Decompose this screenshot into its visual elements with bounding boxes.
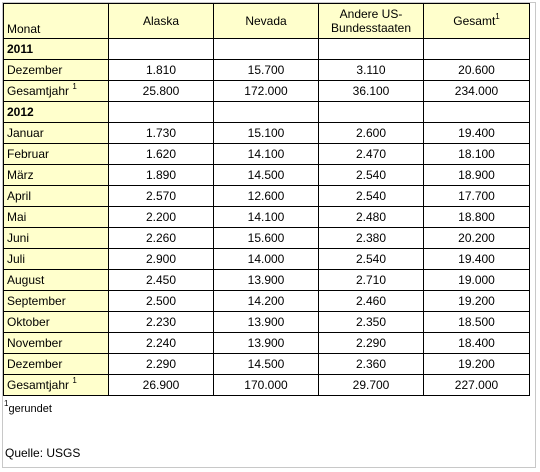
other-cell: 3.110: [319, 60, 424, 81]
other-cell: 2.360: [319, 354, 424, 375]
annual-total-row-2012: [4, 375, 530, 396]
header-alaska: Alaska: [109, 4, 214, 39]
year-row-2012: [4, 102, 530, 123]
alaska-cell: 26.900: [109, 375, 214, 396]
footnote-text: gerundet: [8, 403, 52, 415]
nevada-cell: 12.600: [214, 186, 319, 207]
empty-cell: [109, 102, 214, 123]
table-row: [4, 249, 530, 270]
other-cell: 36.100: [319, 81, 424, 102]
total-cell: 19.000: [424, 270, 530, 291]
other-cell: 2.540: [319, 186, 424, 207]
header-total: [424, 4, 530, 39]
table-row: [4, 270, 530, 291]
month-cell: August: [4, 270, 109, 291]
total-cell: 19.400: [424, 123, 530, 144]
nevada-cell: 13.900: [214, 270, 319, 291]
table-row: [4, 60, 530, 81]
alaska-cell: 25.800: [109, 81, 214, 102]
month-cell: Dezember: [4, 60, 109, 81]
total-cell: 19.400: [424, 249, 530, 270]
nevada-cell: 15.700: [214, 60, 319, 81]
header-other-line2: Bundesstaaten: [330, 21, 412, 35]
alaska-cell: 2.570: [109, 186, 214, 207]
table-row: [4, 186, 530, 207]
alaska-cell: 2.500: [109, 291, 214, 312]
alaska-cell: 2.290: [109, 354, 214, 375]
total-cell: 17.700: [424, 186, 530, 207]
other-cell: 2.600: [319, 123, 424, 144]
other-cell: 2.710: [319, 270, 424, 291]
alaska-cell: 2.900: [109, 249, 214, 270]
month-cell: März: [4, 165, 109, 186]
month-cell: Oktober: [4, 312, 109, 333]
other-cell: 2.540: [319, 165, 424, 186]
month-cell: November: [4, 333, 109, 354]
other-cell: 2.460: [319, 291, 424, 312]
empty-cell: [424, 102, 530, 123]
nevada-cell: 14.500: [214, 165, 319, 186]
header-other-line1: Andere US-: [339, 7, 403, 21]
year-label-2011: 2011: [4, 39, 109, 60]
nevada-cell: 172.000: [214, 81, 319, 102]
total-cell: 18.100: [424, 144, 530, 165]
total-cell: 20.200: [424, 228, 530, 249]
header-nevada: Nevada: [214, 4, 319, 39]
alaska-cell: 1.890: [109, 165, 214, 186]
total-cell: 227.000: [424, 375, 530, 396]
nevada-cell: 15.600: [214, 228, 319, 249]
alaska-cell: 2.200: [109, 207, 214, 228]
data-table: [3, 3, 530, 396]
header-total-label: Gesamt: [453, 14, 496, 28]
nevada-cell: 13.900: [214, 333, 319, 354]
month-cell: April: [4, 186, 109, 207]
header-other-states: [319, 4, 424, 39]
month-cell: Januar: [4, 123, 109, 144]
alaska-cell: 1.730: [109, 123, 214, 144]
nevada-cell: 14.100: [214, 207, 319, 228]
nevada-cell: 14.500: [214, 354, 319, 375]
annual-total-row-2011: [4, 81, 530, 102]
table-row: [4, 144, 530, 165]
table-row: [4, 165, 530, 186]
nevada-cell: 15.100: [214, 123, 319, 144]
alaska-cell: 2.260: [109, 228, 214, 249]
table-row: [4, 123, 530, 144]
alaska-cell: 1.620: [109, 144, 214, 165]
table-row: [4, 333, 530, 354]
other-cell: 29.700: [319, 375, 424, 396]
other-cell: 2.470: [319, 144, 424, 165]
empty-cell: [214, 102, 319, 123]
empty-cell: [214, 39, 319, 60]
table-row: [4, 291, 530, 312]
annual-footnote-mark: 1: [72, 82, 77, 91]
header-total-footnote-mark: 1: [495, 12, 500, 21]
footnote-mark: 1: [4, 399, 9, 409]
annual-label: Gesamtjahr: [7, 84, 70, 98]
year-row-2011: [4, 39, 530, 60]
annual-label-cell: [4, 81, 109, 102]
total-cell: 18.500: [424, 312, 530, 333]
nevada-cell: 14.100: [214, 144, 319, 165]
other-cell: 2.380: [319, 228, 424, 249]
annual-label: Gesamtjahr: [7, 378, 70, 392]
total-cell: 18.800: [424, 207, 530, 228]
table-row: [4, 312, 530, 333]
month-cell: Dezember: [4, 354, 109, 375]
empty-cell: [319, 39, 424, 60]
alaska-cell: 2.230: [109, 312, 214, 333]
footnote: [4, 399, 52, 415]
alaska-cell: 1.810: [109, 60, 214, 81]
other-cell: 2.540: [319, 249, 424, 270]
table-row: [4, 207, 530, 228]
month-cell: September: [4, 291, 109, 312]
total-cell: 19.200: [424, 354, 530, 375]
empty-cell: [319, 102, 424, 123]
other-cell: 2.350: [319, 312, 424, 333]
month-cell: Mai: [4, 207, 109, 228]
nevada-cell: 14.200: [214, 291, 319, 312]
nevada-cell: 170.000: [214, 375, 319, 396]
alaska-cell: 2.240: [109, 333, 214, 354]
annual-footnote-mark: 1: [72, 376, 77, 385]
empty-cell: [424, 39, 530, 60]
total-cell: 234.000: [424, 81, 530, 102]
other-cell: 2.290: [319, 333, 424, 354]
month-cell: Juli: [4, 249, 109, 270]
source-note: Quelle: USGS: [5, 446, 81, 460]
month-cell: Februar: [4, 144, 109, 165]
total-cell: 20.600: [424, 60, 530, 81]
nevada-cell: 14.000: [214, 249, 319, 270]
annual-label-cell: [4, 375, 109, 396]
empty-cell: [109, 39, 214, 60]
total-cell: 18.900: [424, 165, 530, 186]
other-cell: 2.480: [319, 207, 424, 228]
table-row: [4, 228, 530, 249]
total-cell: 18.400: [424, 333, 530, 354]
header-month: Monat: [4, 4, 109, 39]
table-row: [4, 354, 530, 375]
alaska-cell: 2.450: [109, 270, 214, 291]
month-cell: Juni: [4, 228, 109, 249]
header-row: [4, 4, 530, 39]
year-label-2012: 2012: [4, 102, 109, 123]
total-cell: 19.200: [424, 291, 530, 312]
nevada-cell: 13.900: [214, 312, 319, 333]
